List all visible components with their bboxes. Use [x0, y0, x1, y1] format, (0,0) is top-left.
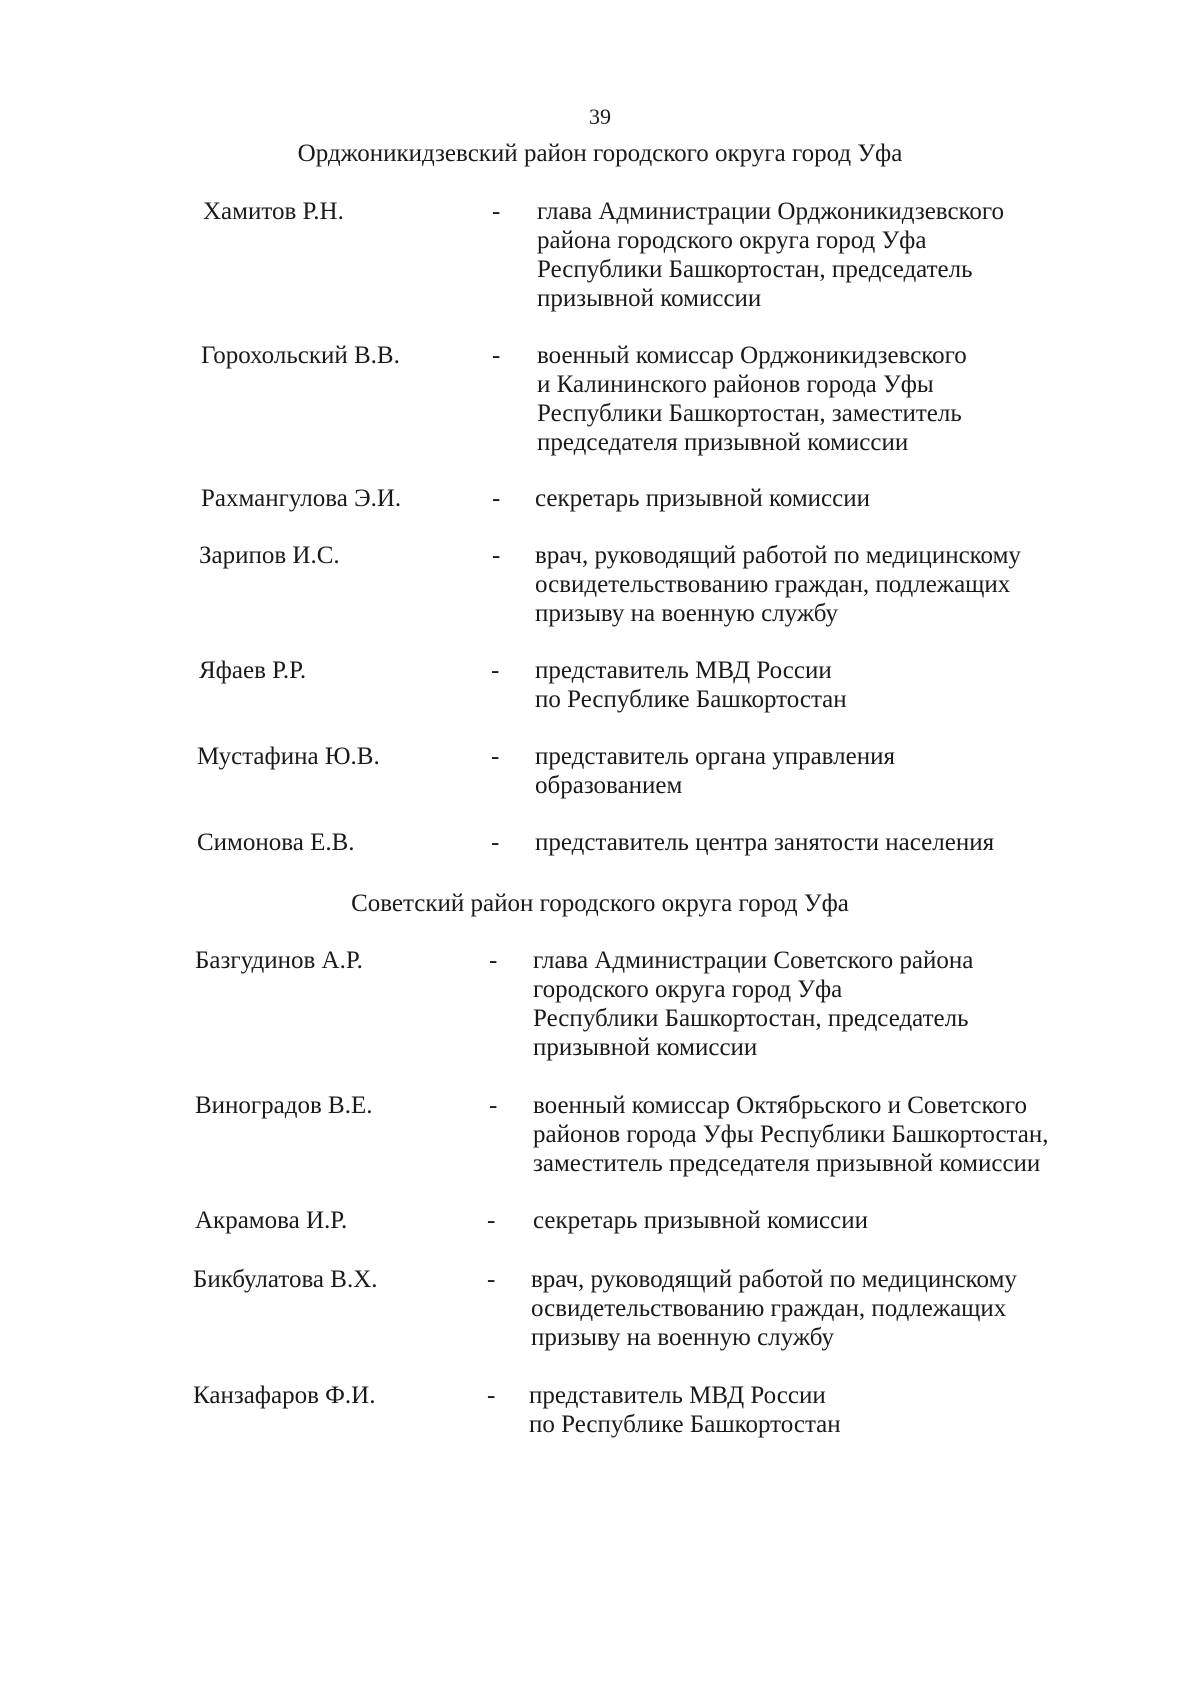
role-line: призыву на военную службу	[535, 600, 839, 627]
member-name: Виноградов В.Е.	[195, 1092, 373, 1119]
member-dash: -	[491, 743, 500, 770]
member-name: Яфаев Р.Р.	[199, 657, 307, 684]
member-name: Горохольский В.В.	[201, 342, 400, 369]
member-name: Акрамова И.Р.	[195, 1207, 348, 1234]
member-dash: -	[489, 1092, 498, 1119]
member-role	[529, 1381, 1129, 1439]
role-line: врач, руководящий работой по медицинскому	[535, 542, 1021, 569]
member-dash: -	[487, 1266, 496, 1293]
member-name: Симонова Е.В.	[197, 829, 355, 856]
member-role	[535, 742, 1135, 800]
role-line: и Калининского районов города Уфы	[537, 371, 934, 398]
role-line: врач, руководящий работой по медицинскому	[531, 1266, 1017, 1293]
role-line: образованием	[535, 772, 683, 799]
member-dash: -	[491, 829, 500, 856]
role-line: Республики Башкортостан, председатель	[537, 256, 973, 283]
role-line: районов города Уфы Республики Башкортостан,	[533, 1121, 1049, 1148]
member-role	[537, 197, 1137, 313]
role-line: освидетельствованию граждан, подлежащих	[535, 571, 1011, 598]
member-dash: -	[492, 198, 501, 225]
member-name: Зарипов И.С.	[199, 542, 340, 569]
member-role	[535, 656, 1135, 714]
role-line: военный комиссар Октябрьского и Советского	[533, 1092, 1027, 1119]
member-name: Хамитов Р.Н.	[203, 198, 344, 225]
role-line: по Республике Башкортостан	[529, 1411, 841, 1438]
member-role	[537, 341, 1137, 457]
role-line: глава Администрации Советского района	[533, 947, 974, 974]
role-line: призывной комиссии	[537, 285, 762, 312]
section-heading: Орджоникидзевский район городского округа город Уфа	[297, 140, 903, 167]
member-name: Мустафина Ю.В.	[197, 743, 380, 770]
member-role	[535, 541, 1135, 628]
member-role	[535, 828, 1135, 857]
member-dash: -	[489, 947, 498, 974]
role-line: призыву на военную службу	[531, 1324, 835, 1351]
role-line: секретарь призывной комиссии	[533, 1207, 869, 1234]
page-number: 39	[589, 104, 611, 129]
member-name: Базгудинов А.Р.	[195, 947, 363, 974]
role-line: представитель МВД России	[529, 1382, 826, 1409]
role-line: представитель МВД России	[535, 657, 832, 684]
role-line: председателя призывной комиссии	[537, 429, 909, 456]
member-name: Рахмангулова Э.И.	[201, 485, 402, 512]
role-line: глава Администрации Орджоникидзевского	[537, 198, 1005, 225]
member-dash: -	[492, 485, 501, 512]
member-dash: -	[492, 542, 501, 569]
member-role	[533, 1091, 1133, 1178]
member-name: Бикбулатова В.Х.	[193, 1266, 378, 1293]
role-line: секретарь призывной комиссии	[535, 485, 871, 512]
member-role	[531, 1265, 1131, 1352]
member-role	[533, 1206, 1133, 1235]
role-line: по Республике Башкортостан	[535, 686, 847, 713]
role-line: представитель органа управления	[535, 743, 895, 770]
member-name: Канзафаров Ф.И.	[193, 1382, 376, 1409]
member-dash: -	[491, 657, 500, 684]
role-line: городского округа город Уфа	[533, 976, 843, 1003]
role-line: Республики Башкортостан, заместитель	[537, 400, 962, 427]
role-line: района городского округа город Уфа	[537, 227, 927, 254]
role-line: освидетельствованию граждан, подлежащих	[531, 1295, 1007, 1322]
member-dash: -	[487, 1207, 496, 1234]
member-role	[535, 484, 1135, 513]
member-dash: -	[487, 1382, 496, 1409]
section-heading: Советский район городского округа город Уфа	[351, 890, 849, 917]
role-line: призывной комиссии	[533, 1034, 758, 1061]
role-line: представитель центра занятости населения	[535, 829, 995, 856]
member-dash: -	[492, 342, 501, 369]
role-line: заместитель председателя призывной комиссии	[533, 1150, 1041, 1177]
role-line: Республики Башкортостан, председатель	[533, 1005, 969, 1032]
member-role	[533, 946, 1133, 1062]
role-line: военный комиссар Орджоникидзевского	[537, 342, 967, 369]
